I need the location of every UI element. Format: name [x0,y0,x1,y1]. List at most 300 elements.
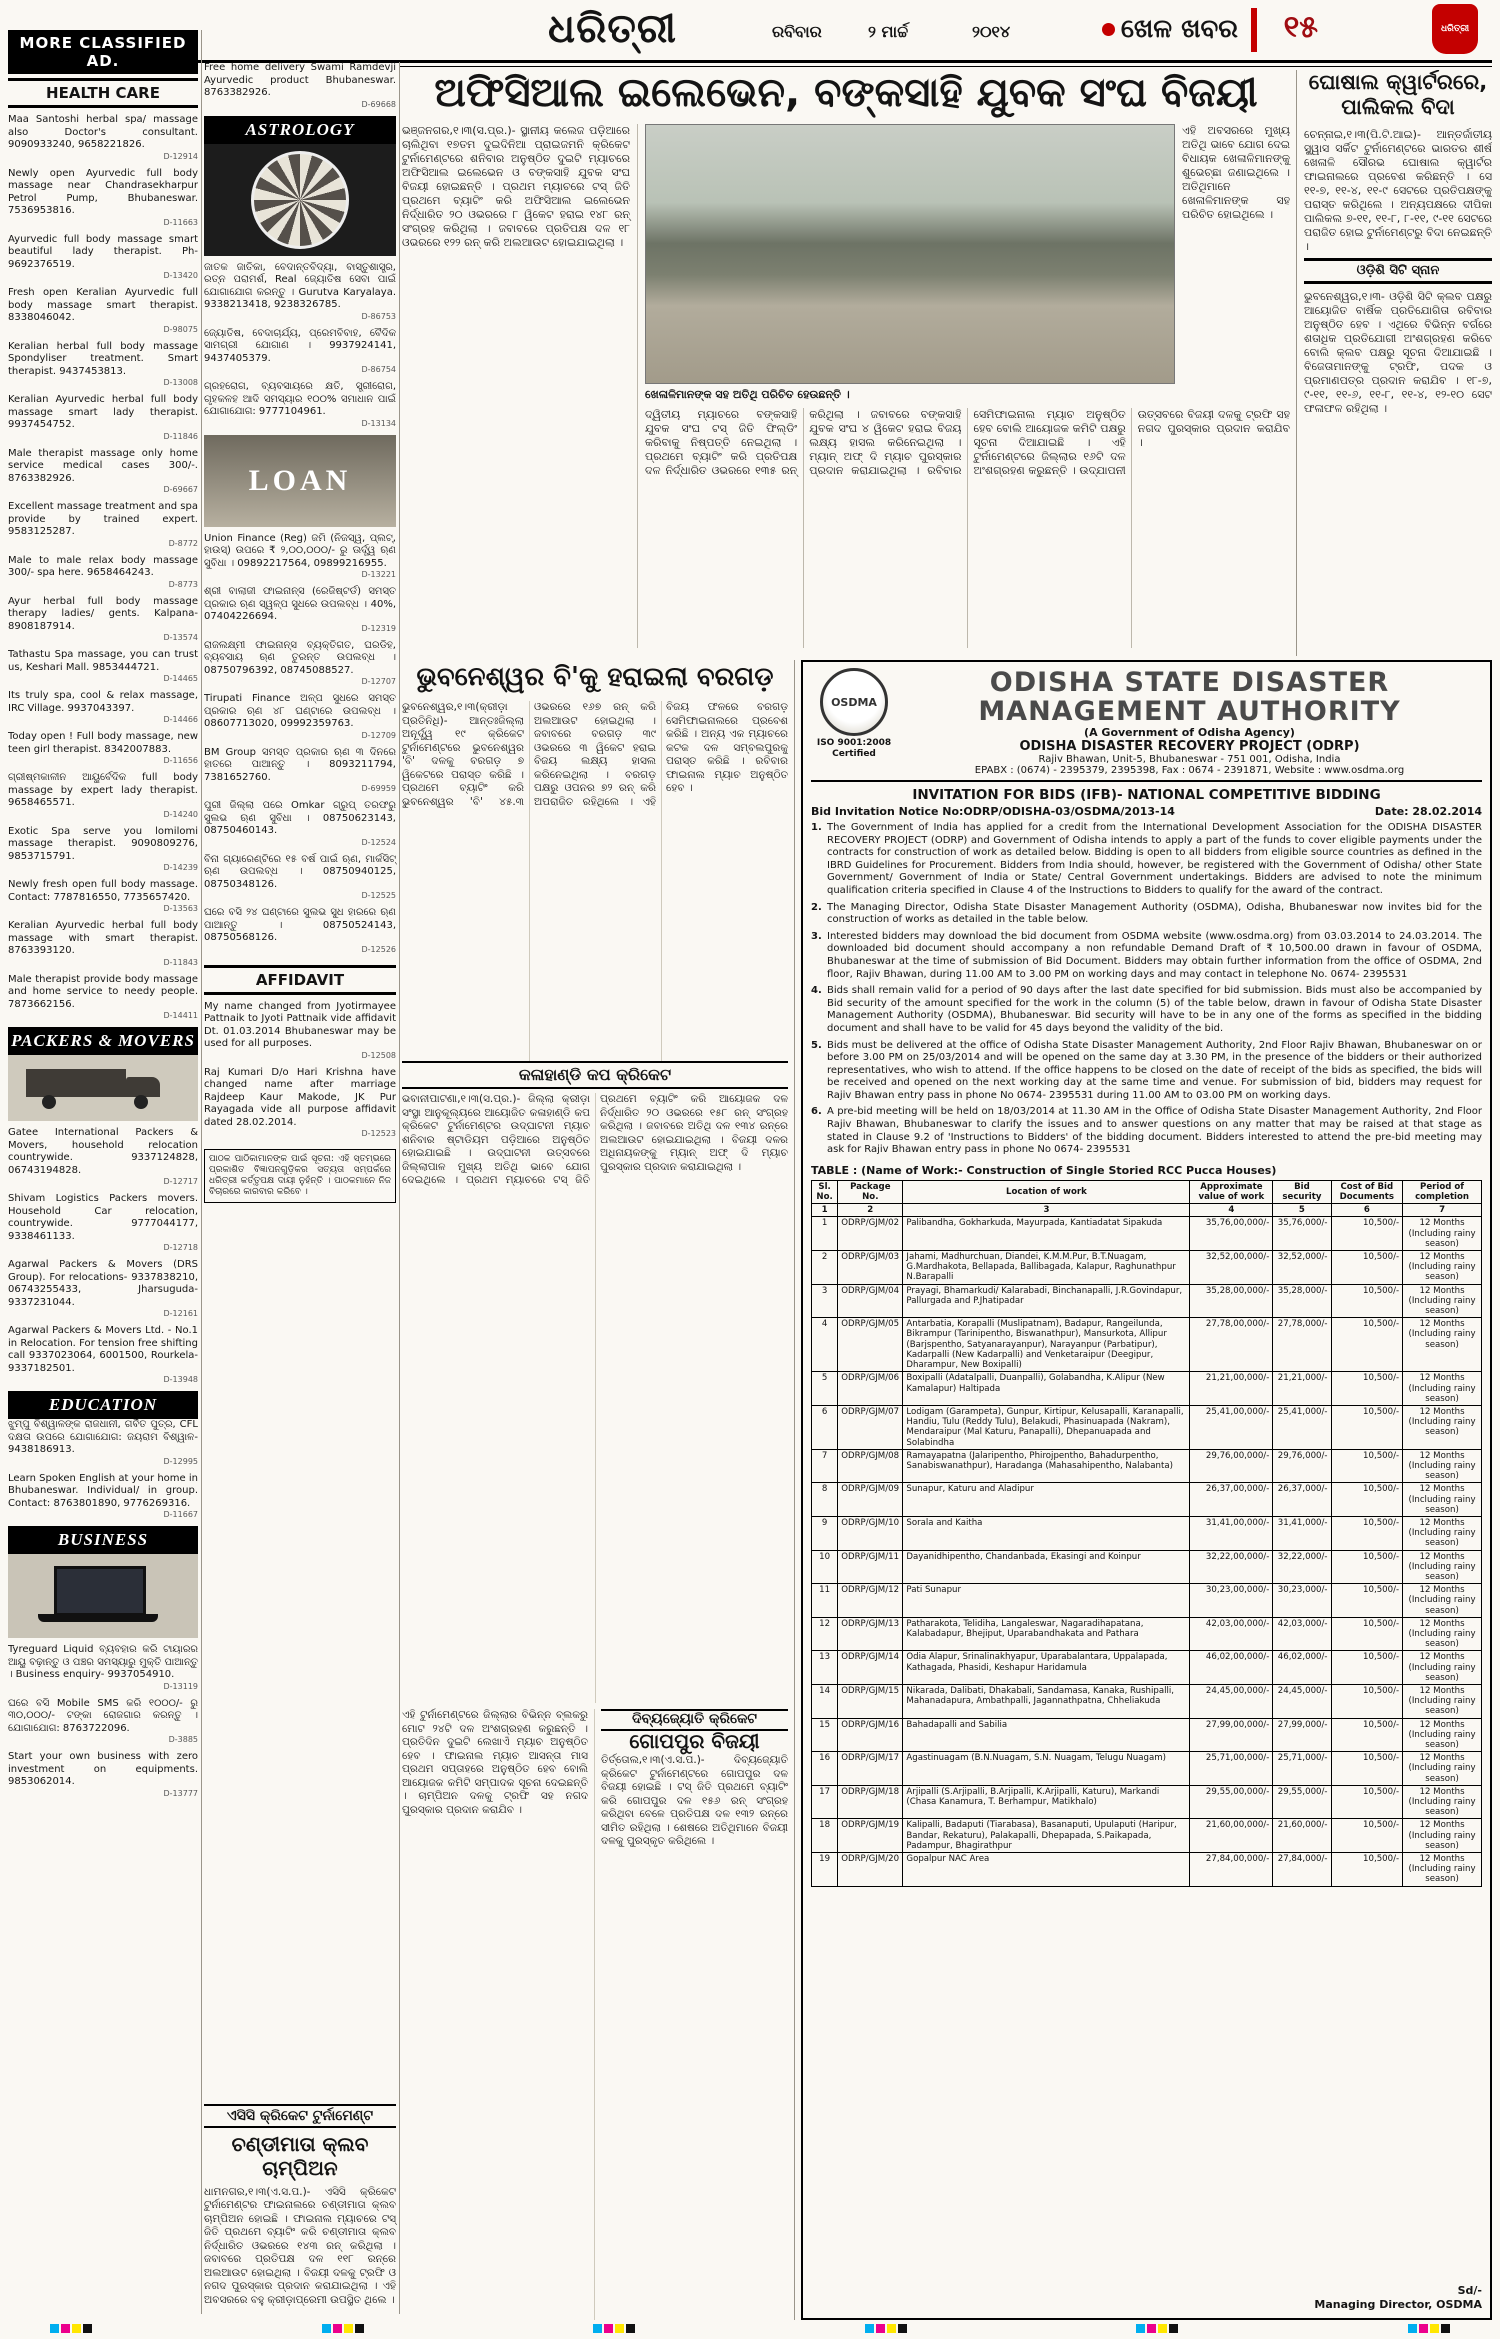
cell-bid-security: 29,55,000/- [1273,1785,1331,1819]
ad-id: D-86754 [361,365,396,374]
astrology-header: ASTROLOGY [204,116,396,144]
cell-period: 12 Months (Including rainy season) [1403,1819,1482,1853]
registration-mark [1136,2324,1178,2333]
bid-table-row [812,1752,1482,1786]
paragraph-number: 1. [811,822,822,833]
ad-id: D-13134 [361,418,396,428]
cell-sl-no: 10 [812,1550,838,1584]
ad-id: D-13563 [163,904,198,913]
ad-id: D-14411 [163,1011,198,1020]
classified-ad: Ayur herbal full body massage therapy ladies/ gents. Kalpana- 8908187914. D-13574 [8,595,198,642]
classified-ad: Keralian herbal full body massage Spondyliser treatment. Smart therapist. 9437453813. D-13008 [8,340,198,387]
cell-bid-security: 32,52,000/- [1273,1251,1331,1285]
tender-paragraph: 1. The Government of India has applied for a credit from the International Development Association for the ODISHA DISASTER RECOVERY PROJECT (ODRP) and Government of Odisha intends to apply a part of the funds to cover eligible payments under the contracts for construction of work as detailed below. Bidding is open to all bidders from eligible source countries as defined in the IBRD Guidelines for Procurement. Bidders from India should, however, be registered with the Government of Odisha/ other State Government/ Government of India or State/ Central Government undertakings. Bidders are advised to note the minimum qualification criteria specified in Clause 4 of the Instructions to Bidders to qualify for the award of the contract. [811,822,1482,896]
classified-column-1 [8,30,202,2314]
iso-line1: ISO 9001:2008 [816,738,892,748]
cell-value: 21,21,00,000/- [1190,1372,1273,1406]
cell-value: 35,28,00,000/- [1190,1284,1273,1318]
cell-period: 12 Months (Including rainy season) [1403,1684,1482,1718]
classified-ad: Tyreguard Liquid ବ୍ୟବହାର କରି ଟାୟାରର ଆୟୁ ବଢ଼ାନ୍ତୁ ଓ ପଞ୍ଚର ସମସ୍ୟାରୁ ମୁକ୍ତି ପାଆନ୍ତୁ । Business enquiry- 9937054910. D-13119 [8,1644,198,1691]
bid-table-row [812,1217,1482,1251]
ad-id: D-12508 [361,1050,396,1060]
cell-location: Boxipalli (Adatalpalli, Duanpalli), Golabandha, K.Alipur (New Kamalapur) Haltipada [903,1372,1190,1406]
ad-id: D-8773 [168,579,198,589]
cell-package-no: ODRP/GJM/12 [838,1584,903,1618]
tender-paragraph: 6. A pre-bid meeting will be held on 18/03/2014 at 11.30 AM in the Office of Odisha State Disaster Management Authority, 2nd Floor Rajiv Bhawan, Bhubaneswar to clarify the issues and to answer questions on any matter that may be raised at that stage as stated in Clause 9.2 of 'Instructions to Bidders' of the bidding document. Bidders interested to attend the pre-bid meeting may ask for Rajiv Bhawan entry pass in phone No 0674- 2395531 [811,1106,1482,1156]
cell-package-no: ODRP/GJM/13 [838,1617,903,1651]
lead-story-continuation: ଦ୍ୱିତୀୟ ମ୍ୟାଚରେ ବଙ୍କସାହି ଯୁବକ ସଂଘ ଟସ୍ ଜିତି ଫିଲ୍ଡିଂ କରିବାକୁ ନିଷ୍ପତ୍ତି ନେଇଥିଲା । ପ୍ରଥମେ ବ୍ୟାଟିଂ କରି ପ୍ରତିପକ୍ଷ ଦଳ ନିର୍ଦ୍ଧାରିତ ଓଭରରେ ୧୩୫ ରନ୍ କରିଥିଲା । ଜବାବରେ ବଙ୍କସାହି ଯୁବକ ସଂଘ ୪ ୱିକେଟ ହରାଇ ବିଜୟ ଲକ୍ଷ୍ୟ ହାସଲ କରିନେଇଥିଲା । ମ୍ୟାନ୍ ଅଫ୍ ଦି ମ୍ୟାଚ ପୁରସ୍କାର ପ୍ରଦାନ କରାଯାଇଥିଲା । ରବିବାର ସେମିଫାଇନାଲ ମ୍ୟାଚ ଅନୁଷ୍ଠିତ ହେବ ବୋଲି ଆୟୋଜକ କମିଟି ପକ୍ଷରୁ ସୂଚନା ଦିଆଯାଇଛି । ଏହି ଟୁର୍ନାମେଣ୍ଟରେ ଜିଲ୍ଲାର ୧୬ଟି ଦଳ ଅଂଶଗ୍ରହଣ କରୁଛନ୍ତି । ଉଦ୍‌ଯାପନୀ ଉତ୍ସବରେ ବିଜୟୀ ଦଳକୁ ଟ୍ରଫି ସହ ନଗଦ ପୁରସ୍କାର ପ୍ରଦାନ କରାଯିବ । [645,408,1290,477]
cell-period: 12 Months (Including rainy season) [1403,1617,1482,1651]
cell-period: 12 Months (Including rainy season) [1403,1483,1482,1517]
cell-package-no: ODRP/GJM/06 [838,1372,903,1406]
cell-sl-no: 13 [812,1651,838,1685]
cell-bid-security: 27,84,000/- [1273,1853,1331,1887]
classified-ad: ବିନା ଗ୍ୟାରେଣ୍ଟିରେ ୧୫ ବର୍ଷ ପାଇଁ ଋଣ, ମାର୍କସିଟ୍ ଋଣ ଉପଲବ୍ଧ । 08750940125, 08750348126. D-12525 [204,853,396,900]
cell-package-no: ODRP/GJM/11 [838,1550,903,1584]
cell-bid-security: 25,71,000/- [1273,1752,1331,1786]
cell-bid-security: 42,03,000/- [1273,1617,1331,1651]
bid-table-row [812,1251,1482,1285]
cell-location: Pati Sunapur [903,1584,1190,1618]
cell-sl-no: 1 [812,1217,838,1251]
cell-package-no: ODRP/GJM/08 [838,1449,903,1483]
acc-article-body: ଧାମନଗର,୧।୩(ଏ.ସ.ପ.)- ଏସିସି କ୍ରିକେଟ ଟୁର୍ନାମେଣ୍ଟର ଫାଇନାଲରେ ଚଣ୍ଡୀମାତା କ୍ଲବ ଚାମ୍ପିଅନ ହୋଇଛି । ଫାଇନାଲ ମ୍ୟାଚରେ ଟସ୍ ଜିତି ପ୍ରଥମେ ବ୍ୟାଟିଂ କରି ଚଣ୍ଡୀମାତା କ୍ଲବ ନିର୍ଦ୍ଧାରିତ ଓଭରରେ ୧୪୩ ରନ୍ କରିଥିଲା । ଜବାବରେ ପ୍ରତିପକ୍ଷ ଦଳ ୧୧୮ ରନ୍‌ରେ ଅଲଆଉଟ ହୋଇଥିଲା । ବିଜୟୀ ଦଳକୁ ଟ୍ରଫି ଓ ନଗଦ ପୁରସ୍କାର ପ୍ରଦାନ କରାଯାଇଥିଲା । ଏହି ଅବସରରେ ବହୁ କ୍ରୀଡ଼ାପ୍ରେମୀ ଉପସ୍ଥିତ ଥିଲେ । [204,2185,396,2306]
cell-package-no: ODRP/GJM/16 [838,1718,903,1752]
classified-column-2 [204,62,400,2314]
education-ads-list [8,1419,198,1519]
reader-notice-box: ପାଠକ ପାଠିକାମାନଙ୍କ ପାଇଁ ସୂଚନା: ଏହି ସ୍ତମ୍ଭରେ ପ୍ରକାଶିତ ବିଜ୍ଞାପନଗୁଡ଼ିକର ସତ୍ୟତା ସମ୍ପର୍କରେ ଧରିତ୍ରୀ କର୍ତ୍ତୃପକ୍ଷ ଦାୟୀ ନୁହଁନ୍ତି । ପାଠକମାନେ ନିଜ ବିଚାରରେ କାରବାର କରିବେ । [204,1149,396,1203]
paragraph-number: 2. [811,901,822,913]
classified-ad: ରାଜଲକ୍ଷ୍ମୀ ଫାଇନାନ୍ସ ବ୍ୟକ୍ତିଗତ, ଘରଡିହ, ବ୍ୟବସାୟ ଋଣ ତୁରନ୍ତ ଉପଲବ୍ଧ । 08750796392, 08745088527. D-12707 [204,639,396,686]
bid-table-row [812,1516,1482,1550]
tender-paragraph: 5. Bids must be delivered at the office of Odisha State Disaster Management Authority, 2nd Floor Rajiv Bhawan, Bhubaneswar on or before 3.00 PM on 25/03/2014 and will be opened on the same day at 3.30 PM, in the presence of the bidders or their authorized representatives, who wish to attend. If the office happens to be closed on the date of receipt of the bids as specified, the bids will be received and opened on the next working day at the same time and venue. For submission of bid, bidders may request for Rajiv Bhawan entry pass in phone No 0674- 2395531 during 11.00 AM to 03.00 PM on working days. [811,1039,1482,1101]
tender-paragraph: 4. Bids shall remain valid for a period of 90 days after the last date specified for bid submission. Bids must also be accompanied by Bid security of the amount specified for the work in the column (5) of the table below, drawn in favour of Odisha State Disaster Management Authority (OSDMA), Bhubaneswar. Bid security will have to be in any one of the forms as specified in the bidding document and shall have to be valid for 45 days beyond the validity of the bid. [811,985,1482,1034]
cell-location: Palibandha, Gokharkuda, Mayurpada, Kantiadatat Sipakuda [903,1217,1190,1251]
classified-ad: ଘରେ ବସି Mobile SMS କରି ୧୦୦୦/- ରୁ ୩୦,୦୦୦/- ଟଙ୍କା ରୋଜଗାର କରନ୍ତୁ । ଯୋଗାଯୋଗ: 8763722096. D-3885 [8,1697,198,1744]
cell-location: Bahadapalli and Sabilia [903,1718,1190,1752]
cell-period: 12 Months (Including rainy season) [1403,1318,1482,1372]
cell-doc-cost: 10,500/- [1331,1785,1403,1819]
registration-marks [50,2324,1450,2333]
ad-id: D-11667 [163,1510,198,1519]
dibyajyoti-body: ତିର୍ତ୍ତୋଲ,୧।୩(ଏ.ସ.ପ.)- ଦିବ୍ୟଜ୍ୟୋତି କ୍ରିକେଟ ଟୁର୍ନାମେଣ୍ଟରେ ଗୋପପୁର ଦଳ ବିଜୟୀ ହୋଇଛି । ଟସ୍ ଜିତି ପ୍ରଥମେ ବ୍ୟାଟିଂ କରି ଗୋପପୁର ଦଳ ୧୫୬ ରନ୍ ସଂଗ୍ରହ କରିଥିବା ବେଳେ ପ୍ରତିପକ୍ଷ ଦଳ ୧୩୨ ରନ୍‌ରେ ସୀମିତ ରହିଥିଲା । ଶେଷରେ ଅତିଥିମାନେ ବିଜୟୀ ଦଳକୁ ପୁରସ୍କୃତ କରିଥିଲେ । [601,1754,788,1847]
cell-location: Lodigam (Garampeta), Gunpur, Kirtipur, Kelusapalli, Karanapalli, Handiu, Tulu (Reddy Tulu), Belakudi, Phasinuapada (Nakram), Mendaraipur (Mal Katuru, Panapalli), Dhepanuapada and Solabindha [903,1405,1190,1449]
cell-value: 42,03,00,000/- [1190,1617,1273,1651]
bid-table-row [812,1284,1482,1318]
cell-doc-cost: 10,500/- [1331,1617,1403,1651]
cell-location: Ramayapatna (Jalaripentho, Phirojpentho, Bahadurpentho, Sanabiswanathpur), Haradanga (Mahasahipentho, Nalabanta) [903,1449,1190,1483]
bid-table [811,1180,1482,1887]
cell-bid-security: 46,02,000/- [1273,1651,1331,1685]
ad-id: D-12319 [361,623,396,633]
bid-table-colnum-cell: 6 [1331,1204,1403,1217]
loan-header: LOAN [248,463,352,497]
city-swim-body: ଭୁବନେଶ୍ୱର,୧।୩- ଓଡ଼ିଶି ସିଟି କ୍ଲବ ପକ୍ଷରୁ ଆୟୋଜିତ ବାର୍ଷିକ ପ୍ରତିଯୋଗିତା ରବିବାର ଅନୁଷ୍ଠିତ ହେବ । ଏଥିରେ ବିଭିନ୍ନ ବର୍ଗରେ ଶତାଧିକ ପ୍ରତିଯୋଗୀ ଅଂଶଗ୍ରହଣ କରିବେ ବୋଲି କ୍ଲବ ପକ୍ଷରୁ ସୂଚନା ଦିଆଯାଇଛି । ବିଜେତାମାନଙ୍କୁ ଟ୍ରଫି, ପଦକ ଓ ପ୍ରମାଣପତ୍ର ପ୍ରଦାନ କରାଯିବ । ୧୮-୭, ୯-୧୧, ୧୧-୬, ୧୧-୮, ୧୧-୪, ୧୨-୧୦ ସେଟ ଫଳାଫଳ ରହିଥିଲା । [1304,290,1492,415]
cell-sl-no: 15 [812,1718,838,1752]
cell-sl-no: 19 [812,1853,838,1887]
classified-ad: Keralian Ayurvedic herbal full body massage smart lady therapist. 9937454752. D-11846 [8,394,198,441]
truck-image [8,1055,198,1121]
classified-ad: ଗ୍ରୀଷ୍ମକାଳୀନ ଆୟୁର୍ବେଦିକ full body massage by expert lady therapist. 9658465571. D-14240 [8,772,198,819]
ad-id: D-86753 [361,311,396,321]
cell-sl-no: 16 [812,1752,838,1786]
photo-caption: ଖେଳାଳିମାନଙ୍କ ସହ ଅତିଥି ପରିଚିତ ହେଉଛନ୍ତି । [645,388,850,401]
cell-doc-cost: 10,500/- [1331,1217,1403,1251]
tender-project-line: ODISHA DISASTER RECOVERY PROJECT (ODRP) [1019,739,1360,754]
cell-bid-security: 26,37,000/- [1273,1483,1331,1517]
ad-id: D-12523 [361,1129,396,1138]
registration-mark [1408,2324,1450,2333]
classified-ad: Raj Kumari D/o Hari Krishna have changed name after marriage Rajdeep Kaur Makode, JK Pur Rayagada vide all purpose affidavit dated 28.02.2014. D-12523 [204,1066,396,1138]
cell-period: 12 Months (Including rainy season) [1403,1217,1482,1251]
cell-doc-cost: 10,500/- [1331,1752,1403,1786]
cell-period: 12 Months (Including rainy season) [1403,1516,1482,1550]
cell-value: 32,52,00,000/- [1190,1251,1273,1285]
cell-bid-security: 21,21,000/- [1273,1372,1331,1406]
tender-paragraphs [811,822,1482,1161]
cell-sl-no: 5 [812,1372,838,1406]
lead-story-headline: ଅଫିସିଆଲ ଇଲେଭେନ, ବଙ୍କସାହି ଯୁବକ ସଂଘ ବିଜୟୀ [434,70,1258,116]
cell-package-no: ODRP/GJM/05 [838,1318,903,1372]
cell-doc-cost: 10,500/- [1331,1483,1403,1517]
cell-value: 27,99,00,000/- [1190,1718,1273,1752]
cell-doc-cost: 10,500/- [1331,1449,1403,1483]
loan-ads-list [204,533,396,961]
bid-table-row [812,1853,1482,1887]
paragraph-number: 3. [811,930,822,942]
cell-value: 31,41,00,000/- [1190,1516,1273,1550]
classified-ad: Union Finance (Reg) ଜମି (ନିଜସ୍ୱ, ପ୍ଲଟ୍, ହାଉସ୍) ଉପରେ ₹ ୨,୦୦,୦୦୦/- ରୁ ଊର୍ଦ୍ଧ୍ୱ ଋଣ ସୁବିଧା । 09892217564, 09899216955. D-13221 [204,532,396,579]
cell-bid-security: 24,45,000/- [1273,1684,1331,1718]
bid-table-header-row [812,1180,1482,1203]
lead-story-side-text: ଏହି ଅବସରରେ ମୁଖ୍ୟ ଅତିଥି ଭାବେ ଯୋଗ ଦେଇ ବିଧାୟକ ଖେଳାଳିମାନଙ୍କୁ ଶୁଭେଚ୍ଛା ଜଣାଇଥିଲେ । ଅତିଥିମାନେ ଖେଳାଳିମାନଙ୍କ ସହ ପରିଚିତ ହୋଇଥିଲେ । [1182,124,1290,221]
cell-location: Arjipalli (S.Arjipalli, B.Arjipalli, K.Arjipalli, Katuru), Markandi (Chasa Kanamura, T. Berhampur, Matikhalo) [903,1785,1190,1819]
ad-id: D-13119 [163,1681,198,1691]
bid-table-row [812,1785,1482,1819]
bid-table-colnum-cell: 7 [1403,1204,1482,1217]
bid-table-header-cell: Package No. [838,1180,903,1203]
lead-story-intro: ଭଞ୍ଜନଗର,୧।୩(ସ.ପ୍ର.)- ସ୍ଥାନୀୟ କଲେଜ ପଡ଼ିଆରେ ଚାଲିଥିବା ୧୭ତମ ଦୁଇଦିନିଆ ପ୍ରାଇଜମନି କ୍ରିକେଟ ଟୁର୍ନାମେଣ୍ଟରେ ଶନିବାର ଅନୁଷ୍ଠିତ ଦୁଇଟି ମ୍ୟାଚରେ ଅଫିସିଆଲ ଇଲେଭେନ ଓ ବଙ୍କସାହି ଯୁବକ ସଂଘ ବିଜୟୀ ହୋଇଛନ୍ତି । ପ୍ରଥମ ମ୍ୟାଚରେ ଟସ୍ ଜିତି ପ୍ରଥମେ ବ୍ୟାଟିଂ କରି ଅଫିସିଆଲ ଇଲେଭେନ ନିର୍ଦ୍ଧାରିତ ୨୦ ଓଭରରେ ୮ ୱିକେଟ ହରାଇ ୧୪୮ ରନ୍ ସଂଗ୍ରହ କରିଥିଲା । ଜବାବରେ ପ୍ରତିପକ୍ଷ ଦଳ ୧୮ ଓଭରରେ ୧୨୨ ରନ୍ କରି ଅଲଆଉଟ ହୋଇଯାଇଥିଲା । [402,124,638,648]
cell-bid-security: 29,76,000/- [1273,1449,1331,1483]
bargarh-body: ଭୁବନେଶ୍ୱର,୧।୩(କ୍ରୀଡ଼ା ପ୍ରତିନିଧି)- ଆନ୍ତଃଜିଲ୍ଲା ଅନୂର୍ଦ୍ଧ୍ୱ ୧୯ କ୍ରିକେଟ ଟୁର୍ନାମେଣ୍ଟରେ ଭୁବନେଶ୍ୱର 'ବି' ଦଳକୁ ବରଗଡ଼ ୭ ୱିକେଟରେ ପରାସ୍ତ କରିଛି । ପ୍ରଥମେ ବ୍ୟାଟିଂ କରି ଭୁବନେଶ୍ୱର 'ବି' ୪୫.୩ ଓଭରରେ ୧୬୭ ରନ୍ କରି ଅଲଆଉଟ ହୋଇଥିଲା । ଜବାବରେ ବରଗଡ଼ ୩୯ ଓଭରରେ ୩ ୱିକେଟ ହରାଇ ବିଜୟ ଲକ୍ଷ୍ୟ ହାସଲ କରିନେଇଥିଲା । ବରଗଡ଼ ପକ୍ଷରୁ ଓପନର ୭୨ ରନ୍ କରି ଅପରାଜିତ ରହିଥିଲେ । ଏହି ବିଜୟ ଫଳରେ ବରଗଡ଼ ସେମିଫାଇନାଲରେ ପ୍ରବେଶ କରିଛି । ଅନ୍ୟ ଏକ ମ୍ୟାଚରେ କଟକ ଦଳ ସମ୍ବଲପୁରକୁ ପରାସ୍ତ କରିଛି । ରବିବାର ଫାଇନାଲ ମ୍ୟାଚ ଅନୁଷ୍ଠିତ ହେବ । [402,701,788,808]
ad-id: D-13574 [163,633,198,642]
cell-location: Gopalpur NAC Area [903,1853,1190,1887]
cell-bid-security: 25,41,000/- [1273,1405,1331,1449]
tender-notice [801,660,1492,2320]
tender-paragraph: 3. Interested bidders may download the bid document from OSDMA website (www.osdma.org) from 03.03.2014 to 24.03.2014. The downloaded bid document should accompany a non refundable Demand Draft of ₹ 10,500.00 drawn in favour of OSDMA, Bhubaneswar at the time of submission of Bid Document. Bidders may obtain further information from the office of OSDMA, 2nd floor, Rajiv Bhawan, during 11.00 AM to 3.00 PM on working days and may contact in telephone No. 0674- 2395531 [811,930,1482,980]
ad-id: D-12524 [361,837,396,847]
bid-table-row [812,1651,1482,1685]
classified-ad: Tirupati Finance ଅଳ୍ପ ସୁଧରେ ସମସ୍ତ ପ୍ରକାର ଋଣ ୪୮ ଘଣ୍ଟାରେ ଉପଲବ୍ଧ । 08607713020, 09992359763. D-12709 [204,693,396,740]
cell-period: 12 Months (Including rainy season) [1403,1550,1482,1584]
cell-package-no: ODRP/GJM/17 [838,1752,903,1786]
cell-sl-no: 11 [812,1584,838,1618]
cell-sl-no: 17 [812,1785,838,1819]
classified-ad: Ayurvedic full body massage smart beautiful lady therapist. Ph-9692376519. D-13420 [8,233,198,280]
cell-location: Kalipalli, Badaputi (Tiarabasa), Basanaputi, Upulaputi (Haripur, Bandar, Rekaturu), Palakapalli, Dhepapada, S.Paikapada, Padampur, Bhagirathpur [903,1819,1190,1853]
cell-period: 12 Months (Including rainy season) [1403,1584,1482,1618]
cell-sl-no: 18 [812,1819,838,1853]
health-ads-list [8,114,198,1020]
newspaper-logo-icon: ଧରିତ୍ରୀ [1432,4,1478,54]
cell-period: 12 Months (Including rainy season) [1403,1785,1482,1819]
masthead-year: ୨୦୧୪ [972,22,1011,41]
cell-value: 27,78,00,000/- [1190,1318,1273,1372]
registration-mark [50,2324,92,2333]
cell-sl-no: 12 [812,1617,838,1651]
tender-contact: EPABX : (0674) - 2395379, 2395398, Fax : 0674 - 2391871, Website : www.osdma.org [974,765,1405,776]
bid-table-colnum-cell: 1 [812,1204,838,1217]
cell-package-no: ODRP/GJM/15 [838,1684,903,1718]
bid-table-header-cell: Location of work [903,1180,1190,1203]
tender-signature: Sd/- Managing Director, OSDMA [1314,2284,1482,2311]
left-article-stack [402,660,795,2320]
classified-ad: ଶ୍ରୀ ବାଲାଜୀ ଫାଇନାନ୍ସ (ରେଜିଷ୍ଟର୍ଡ) ସମସ୍ତ ପ୍ରକାର ଋଣ ସ୍ୱଳ୍ପ ସୁଧରେ ଉପଲବ୍ଧ । 40%, 07404226694. D-12319 [204,586,396,633]
cell-doc-cost: 10,500/- [1331,1516,1403,1550]
ad-id: D-12526 [361,944,396,954]
ad-id: D-13221 [361,570,396,579]
cell-doc-cost: 10,500/- [1331,1405,1403,1449]
bid-table-colnum-cell: 3 [903,1204,1190,1217]
classified-ad: Free home delivery Swami Ramdevji Ayurvedic product Bhubaneswar. 8763382926. D-69668 [204,62,396,109]
acc-article-kicker: ଏସିସି କ୍ରିକେଟ ଟୁର୍ନାମେଣ୍ଟ [204,2104,396,2128]
cell-period: 12 Months (Including rainy season) [1403,1651,1482,1685]
business-ads-list [8,1644,198,1798]
classified-ad: Learn Spoken English at your home in Bhubaneswar. Individual/ in group. Contact: 8763801890, 9776269316. D-11667 [8,1472,198,1519]
cell-package-no: ODRP/GJM/07 [838,1405,903,1449]
classified-ad: Agarwal Packers & Movers Ltd. - No.1 in Relocation. For tension free shifting call 9337023064, 6001500, Rourkela- 9337182501. D-13948 [8,1325,198,1384]
paragraph-number: 6. [811,1106,822,1118]
bid-table-colnum-row [812,1204,1482,1217]
cell-doc-cost: 10,500/- [1331,1251,1403,1285]
cell-doc-cost: 10,500/- [1331,1284,1403,1318]
classified-ad: ଗ୍ରହରୋଗ, ବ୍ୟବସାୟରେ କ୍ଷତି, ସ୍ତ୍ରୀରୋଗ, ଗୃହକଳହ ଆଦି ସମସ୍ୟାର ୧୦୦% ସମାଧାନ ପାଇଁ ଯୋଗାଯୋଗ: 9777104961. D-13134 [204,381,396,428]
cell-location: Patharakota, Telidiha, Langaleswar, Nagaradihapatana, Kalabadapur, Bhejiput, Uparabandhakata and Pathara [903,1617,1190,1651]
cell-package-no: ODRP/GJM/14 [838,1651,903,1685]
education-header: EDUCATION [8,1391,198,1419]
kalahandi-continuation: ଏହି ଟୁର୍ନାମେଣ୍ଟରେ ଜିଲ୍ଲାର ବିଭିନ୍ନ ବ୍ଲକରୁ ମୋଟ ୨୪ଟି ଦଳ ଅଂଶଗ୍ରହଣ କରୁଛନ୍ତି । ପ୍ରତିଦିନ ଦୁଇଟି ଲେଖାଏଁ ମ୍ୟାଚ ଅନୁଷ୍ଠିତ ହେବ । ଫାଇନାଲ ମ୍ୟାଚ ଆସନ୍ତା ମାସ ପ୍ରଥମ ସପ୍ତାହରେ ଅନୁଷ୍ଠିତ ହେବ ବୋଲି ଆୟୋଜକ କମିଟି ସମ୍ପାଦକ ସୂଚନା ଦେଇଛନ୍ତି । ଚାମ୍ପିଅନ ଦଳକୁ ଟ୍ରଫି ସହ ନଗଦ ପୁରସ୍କାର ପ୍ରଦାନ କରାଯିବ । [402,1709,595,2320]
cell-value: 32,22,00,000/- [1190,1550,1273,1584]
cell-value: 46,02,00,000/- [1190,1651,1273,1685]
ad-id: D-69668 [361,99,396,109]
affidavit-ads-list [204,1001,396,1146]
classified-ad: Newly open Ayurvedic full body massage near Chandrasekharpur Petrol Pump, Bhubaneswar. 7536953816. D-11663 [8,167,198,227]
cell-location: Odia Alapur, Srinalinakhyapur, Uparabalantara, Uppalapada, Kathagada, Phasidi, Keshapur Haridamula [903,1651,1190,1685]
section-name: ଖେଳ ଖବର [1102,14,1238,45]
bid-table-row [812,1372,1482,1406]
classified-ad: Gatee International Packers & Movers, household relocation countrywide. 9337124828, 06743194828. D-12717 [8,1127,198,1186]
bid-table-colnum-cell: 4 [1190,1204,1273,1217]
affidavit-header: AFFIDAVIT [204,965,396,995]
kalahandi-body: ଭବାନୀପାଟଣା,୧।୩(ସ.ପ୍ର.)- ଜିଲ୍ଲା କ୍ରୀଡ଼ା ସଂସ୍ଥା ଆନୁକୂଲ୍ୟରେ ଆୟୋଜିତ କଳାହାଣ୍ଡି କପ କ୍ରିକେଟ ଟୁର୍ନାମେଣ୍ଟର ଉଦ୍‌ଘାଟନୀ ମ୍ୟାଚ ଶନିବାର ଷ୍ଟାଡିୟମ ପଡ଼ିଆରେ ଅନୁଷ୍ଠିତ ହୋଇଯାଇଛି । ଉଦ୍‌ଘାଟନୀ ଉତ୍ସବରେ ଜିଲ୍ଲାପାଳ ମୁଖ୍ୟ ଅତିଥି ଭାବେ ଯୋଗ ଦେଇଥିଲେ । ପ୍ରଥମ ମ୍ୟାଚରେ ଟସ୍ ଜିତି ପ୍ରଥମେ ବ୍ୟାଟିଂ କରି ଆୟୋଜକ ଦଳ ନିର୍ଦ୍ଧାରିତ ୨୦ ଓଭରରେ ୧୫୮ ରନ୍ ସଂଗ୍ରହ କରିଥିଲା । ଜବାବରେ ଅତିଥି ଦଳ ୧୩୪ ରନ୍‌ରେ ଅଲଆଉଟ ହୋଇଯାଇଥିଲା । ବିଜୟୀ ଦଳର ଅଧିନାୟକଙ୍କୁ ମ୍ୟାନ୍ ଅଫ୍ ଦି ମ୍ୟାଚ ପୁରସ୍କାର ପ୍ରଦାନ କରାଯାଇଥିଲା । [402,1093,788,1186]
bid-table-row [812,1584,1482,1618]
cell-location: Prayagi, Bhamarkudi/ Kalarabadi, Binchanapalli, J.R.Govindapur, Pallurgada and P.Jhatipadar [903,1284,1190,1318]
cell-sl-no: 7 [812,1449,838,1483]
tender-paragraph: 2. The Managing Director, Odisha State Disaster Management Authority (OSDMA), Odisha, Bhubaneswar now invites bid for the construction of works as detailed in the table below. [811,901,1482,926]
ad-id: D-13948 [163,1375,198,1384]
cell-value: 24,45,00,000/- [1190,1684,1273,1718]
packers-ads-list [8,1127,198,1384]
bid-table-row [812,1405,1482,1449]
cell-sl-no: 2 [812,1251,838,1285]
cell-sl-no: 6 [812,1405,838,1449]
cell-period: 12 Months (Including rainy season) [1403,1718,1482,1752]
acc-cricket-article [204,2104,396,2315]
kalahandi-header: କଳାହାଣ୍ଡି କପ କ୍ରିକେଟ [402,1061,788,1089]
bid-table-row [812,1617,1482,1651]
bid-table-row [812,1483,1482,1517]
cell-package-no: ODRP/GJM/18 [838,1785,903,1819]
classified-ad: Excellent massage treatment and spa provide by trained expert. 9583125287. D-8772 [8,501,198,548]
header-rule-2 [400,66,1492,67]
ad-id: D-12161 [163,1309,198,1318]
cell-sl-no: 8 [812,1483,838,1517]
lead-story [402,70,1297,656]
classified-ad: Male therapist provide body massage and home service to needy people. 7873662156. D-14411 [8,973,198,1020]
classified-ad: Shivam Logistics Packers movers. Household Car relocation, countrywide. 9777044177, 9338461133. D-12718 [8,1193,198,1252]
cell-package-no: ODRP/GJM/02 [838,1217,903,1251]
cell-period: 12 Months (Including rainy season) [1403,1853,1482,1887]
bid-table-row [812,1318,1482,1372]
bid-table-header-cell: Sl. No. [812,1180,838,1203]
cell-sl-no: 9 [812,1516,838,1550]
bid-table-header-cell: Period of completion [1403,1180,1482,1203]
classified-ad: ଘରେ ବସି ୨୪ ଘଣ୍ଟାରେ ସୁଲଭ ସୁଧ ହାରରେ ଋଣ ପାଆନ୍ତୁ । 08750524143, 08750568126. D-12526 [204,907,396,954]
cell-value: 21,60,00,000/- [1190,1819,1273,1853]
ad-id: D-8772 [168,538,198,548]
cell-location: Agastinuagam (B.N.Nuagam, S.N. Nuagam, Telugu Nuagam) [903,1752,1190,1786]
classified-ad: Today open ! Full body massage, new teen girl therapist. 8342007883. D-11656 [8,731,198,765]
cell-sl-no: 3 [812,1284,838,1318]
squash-article-headline: ଘୋଷାଲ କ୍ୱାର୍ଟରରେ, ପାଲିକଲ ବିଦା [1308,70,1488,119]
cell-value: 35,76,00,000/- [1190,1217,1273,1251]
cell-value: 27,84,00,000/- [1190,1853,1273,1887]
cell-period: 12 Months (Including rainy season) [1403,1372,1482,1406]
cell-period: 12 Months (Including rainy season) [1403,1752,1482,1786]
classified-ad: Keralian Ayurvedic herbal full body massage with smart therapist. 8763393120. D-11843 [8,920,198,967]
astrology-ads-list [204,262,396,435]
cell-package-no: ODRP/GJM/20 [838,1853,903,1887]
bid-table-row [812,1449,1482,1483]
bid-notice-date: Date: 28.02.2014 [1374,805,1482,818]
ad-id: D-14466 [163,715,198,724]
cell-period: 12 Months (Including rainy season) [1403,1251,1482,1285]
cell-bid-security: 30,23,000/- [1273,1584,1331,1618]
classified-ad: Start your own business with zero investment on equipments. 9853062014. D-13777 [8,1751,198,1798]
ad-id: D-11656 [163,756,198,765]
bid-table-colnum-cell: 5 [1273,1204,1331,1217]
paragraph-number: 4. [811,985,822,997]
cell-doc-cost: 10,500/- [1331,1318,1403,1372]
masthead-date: ୨ ମାର୍ଚ୍ଚ [868,22,909,41]
ad-id: D-12995 [163,1456,198,1466]
classified-ad: My name changed from Jyotirmayee Pattnaik to Jyoti Pattnaik vide affidavit Dt. 01.03.2014 Bhubaneswar may be used for all purposes. D-12508 [204,1000,396,1060]
registration-mark [593,2324,635,2333]
dibyajyoti-headline: ଗୋପପୁର ବିଜୟୀ [629,1728,760,1753]
cell-value: 25,41,00,000/- [1190,1405,1273,1449]
city-swim-subhead: ଓଡ଼ିଶି ସିଟି ସ୍ନାନ [1304,258,1492,284]
ad-id: D-12718 [163,1243,198,1252]
ad-id: D-14239 [163,863,198,872]
cell-doc-cost: 10,500/- [1331,1550,1403,1584]
classified-ad: ଝୁମ୍ପୁ ବିଶ୍ୱାଳଙ୍କ ରାଜଧାନୀ, ଗର୍ବିତ ପୁତ୍ର, CFL ଦକ୍ଷତା ଉପରେ ଯୋଗାଯୋଗ: ଜୟରାମ ବିଶ୍ୱାଳ- 9438186913. D-12995 [8,1419,198,1466]
tender-org-name: ODISHA STATE DISASTER MANAGEMENT AUTHORITY [978,667,1401,727]
classified-ad: ଜାତକ ଜାତିକା, ବେଦାନ୍ତବିଦ୍ୟା, ବାସ୍ତୁଶାସ୍ତ୍ର, ରତ୍ନ ପରାମର୍ଶ, Real ଜ୍ୟୋତିଷ ସେବା ପାଇଁ ଯୋଗାଯୋଗ କରନ୍ତୁ । Gurutva Karyalaya. 9338213418, 9238326785. D-86753 [204,261,396,321]
ad-id: D-11846 [163,431,198,441]
ad-id: D-69959 [361,784,396,793]
health-care-header: HEALTH CARE [8,78,198,108]
registration-mark [865,2324,907,2333]
cell-sl-no: 14 [812,1684,838,1718]
classified-ad: Male therapist massage only home service medical cases 300/-. 8763382926. D-69667 [8,447,198,494]
loan-banner-image [204,435,396,527]
bid-table-row [812,1684,1482,1718]
cell-doc-cost: 10,500/- [1331,1584,1403,1618]
cell-bid-security: 32,22,000/- [1273,1550,1331,1584]
more-classified-header: MORE CLASSIFIED AD. [8,30,198,74]
cell-location: Jahami, Madhurchuan, Diandei, K.M.M.Pur, B.T.Nuagam, G.Mardhakota, Bellapada, Ballibagada, Kalapur, Raghunathpur N.Barapalli [903,1251,1190,1285]
classified-ad: Its truly spa, cool & relax massage, IRC Village. 9937043397. D-14466 [8,690,198,724]
bid-notice-number: Bid Invitation Notice No:ODRP/ODISHA-03/OSDMA/2013-14 [811,805,1175,818]
tender-agency-line: (A Government of Odisha Agency) [1084,726,1295,739]
cell-value: 25,71,00,000/- [1190,1752,1273,1786]
cell-period: 12 Months (Including rainy season) [1403,1284,1482,1318]
classified-ad: Newly fresh open full body massage. Contact: 7787816550, 7735657420. D-13563 [8,879,198,913]
cell-value: 30,23,00,000/- [1190,1584,1273,1618]
page-number: ୧୫ [1283,10,1318,45]
bargarh-headline: ଭୁବନେଶ୍ୱର ବି'କୁ ହରାଇଲା ବରଗଡ଼ [416,662,774,692]
ad-id: D-12717 [163,1177,198,1186]
classified-ad: ପୁରୀ ଜିଲ୍ଲା ପରେ Omkar ଗ୍ରୁପ୍ ତରଫରୁ ସୁଲଭ ଋଣ ସୁବିଧା । 08750623143, 08750460143. D-12524 [204,800,396,847]
cell-value: 29,76,00,000/- [1190,1449,1273,1483]
business-header: BUSINESS [8,1526,198,1554]
cell-doc-cost: 10,500/- [1331,1819,1403,1853]
bid-table-colnum-cell: 2 [838,1204,903,1217]
cell-bid-security: 35,28,000/- [1273,1284,1331,1318]
main-area [402,70,1492,2322]
classified-ad: Male to male relax body massage 300/- spa here. 9658464243. D-8773 [8,554,198,589]
classified-ad: BM Group ସମସ୍ତ ପ୍ରକାର ଋଣ ୩ ଦିନରେ ହାତରେ ପାଆନ୍ତୁ । 8093211794, 7381652760. D-69959 [204,746,396,793]
ad-id: D-14465 [163,674,198,683]
tender-address: Rajiv Bhawan, Unit-5, Bhubaneswar - 751 001, Odisha, India [1038,754,1341,765]
laptop-image [8,1554,198,1638]
bid-table-header-cell: Cost of Bid Documents [1331,1180,1403,1203]
squash-article [1297,70,1492,656]
zodiac-wheel-image [204,144,396,256]
osdma-logo-block [811,668,897,760]
cell-doc-cost: 10,500/- [1331,1684,1403,1718]
cell-package-no: ODRP/GJM/19 [838,1819,903,1853]
ad-id: D-12709 [361,730,396,740]
dibyajyoti-article [595,1709,788,2320]
iso-line2: Certified [832,749,876,759]
cell-doc-cost: 10,500/- [1331,1651,1403,1685]
dibyajyoti-kicker: ଦିବ୍ୟଜ୍ୟୋତି କ୍ରିକେଟ [601,1709,788,1731]
cell-bid-security: 21,60,000/- [1273,1819,1331,1853]
tender-header [811,668,1482,782]
osdma-logo-icon: OSDMA [820,668,888,736]
classified-ad: Agarwal Packers & Movers (DRS Group). For relocations- 9337838210, 06743255433, Jharsuguda- 9337231044. D-12161 [8,1259,198,1318]
cell-location: Sorala and Kaitha [903,1516,1190,1550]
cell-location: Antarbatia, Korapalli (Muslipatnam), Badapur, Rangeilunda, Bikrampur (Tarinipentho, Biswanathpur), Mansurkota, Allipur (Barjspentho, Satyanarayanpur), Narayanpur (Parbatipur), Kadarpalli (New Kadarpalli) and Venketaraipur (Deegipur, Dharampur, New Boxipalli) [903,1318,1190,1372]
cell-location: Nikarada, Dalibati, Dhakabali, Sandamasa, Kanaka, Rushipalli, Mahanadapura, Ambathpalli, Jagannathpatna, Chheliakuda [903,1684,1190,1718]
bid-table-row [812,1819,1482,1853]
cell-package-no: ODRP/GJM/04 [838,1284,903,1318]
cell-package-no: ODRP/GJM/10 [838,1516,903,1550]
cell-doc-cost: 10,500/- [1331,1853,1403,1887]
cell-period: 12 Months (Including rainy season) [1403,1449,1482,1483]
classified-ad: ଜ୍ୟୋତିଷ, ବେଦାଚାର୍ଯ୍ୟ, ପ୍ରେମବିବାହ, ବୈଦିକ ସାମଗ୍ରୀ ଯୋଗାଣ । 9937924141, 9437405379. D-86754 [204,327,396,374]
